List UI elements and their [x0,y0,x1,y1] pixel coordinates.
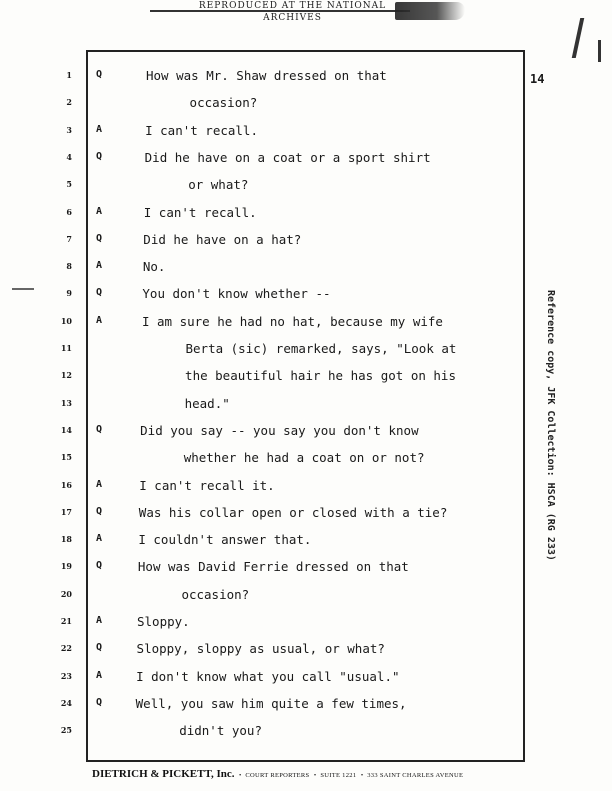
line-number: 8 [66,261,72,272]
page-number: 14 [530,72,545,86]
line-number: 9 [66,288,72,299]
speaker-label: Q [96,150,103,162]
line-number: 18 [60,534,72,545]
line-number: 13 [60,397,72,408]
transcript-line [0,423,530,443]
speaker-label: Q [96,505,103,517]
transcript-line [0,177,530,197]
line-text: How was David Ferrie dressed on that [137,559,409,575]
line-text: didn't you? [179,723,262,739]
speaker-label: Q [96,287,103,299]
transcript-line [0,532,530,552]
line-text: Berta (sic) remarked, says, "Look at [185,341,457,356]
line-number: 25 [60,725,72,736]
line-number: 12 [60,370,72,381]
footer-address: 333 SAINT CHARLES AVENUE [367,772,464,779]
line-text: I can't recall. [145,122,258,138]
transcript-line [0,341,530,361]
line-number: 17 [60,506,72,517]
transcript-line [0,559,530,579]
speaker-label: Q [96,423,103,435]
transcript-line [0,587,530,607]
line-text: No. [142,259,166,275]
footer-firm: DIETRICH & PICKETT, Inc. [92,768,235,780]
line-number: 10 [60,315,72,326]
speaker-label: A [96,314,103,326]
transcript-line [0,95,530,115]
speaker-label: A [96,669,103,681]
transcript-line [0,368,530,388]
line-text: How was Mr. Shaw dressed on that [146,68,387,83]
line-text: the beautiful hair he has got on his [185,368,456,384]
line-text: Did you say -- you say you don't know [140,422,419,438]
transcript-line [0,314,530,334]
line-number: 2 [66,97,72,108]
transcript-line [0,641,530,661]
line-text: I am sure he had no hat, because my wife [141,313,443,329]
speaker-label: Q [96,696,103,708]
speaker-label: Q [96,642,103,654]
footer-suite: SUITE 1221 [320,772,357,779]
line-text: Well, you saw him quite a few times, [135,695,407,711]
line-number: 3 [66,124,72,135]
speaker-label: Q [96,560,103,572]
line-number: 22 [60,643,72,654]
line-text: Sloppy, sloppy as usual, or what? [136,641,385,657]
speaker-label: A [96,260,103,272]
edge-mark-left [12,288,34,290]
transcript-line [0,396,530,416]
transcript-line [0,723,530,743]
line-number: 14 [60,424,72,435]
reference-side-note: Reference copy, JFK Collection: HSCA (RG 233) [545,290,556,561]
speaker-label: A [96,205,103,217]
line-number: 1 [66,70,72,80]
line-text: I couldn't answer that. [138,532,312,548]
speaker-label: A [96,615,103,626]
line-number: 11 [60,343,72,353]
speaker-label: A [96,123,103,135]
transcript-line [0,669,530,689]
archives-banner: REPRODUCED AT THE NATIONAL ARCHIVES [198,1,387,23]
line-text: Did he have on a hat? [143,231,302,247]
transcript-line [0,205,530,225]
transcript-line [0,478,530,498]
line-number: 4 [66,151,72,162]
line-text: Sloppy. [137,614,190,629]
line-text: occasion? [189,95,258,111]
transcript-line [0,150,530,170]
speaker-label: Q [96,232,103,244]
transcript-line [0,259,530,279]
header-smudge [395,2,465,20]
line-number: 16 [60,479,72,490]
line-text: or what? [188,177,249,193]
line-text: I can't recall it. [139,477,275,493]
speaker-label: A [96,533,103,545]
line-number: 21 [60,616,72,626]
transcript-line [0,232,530,252]
line-text: I don't know what you call "usual." [136,668,400,684]
transcript-line [0,696,530,716]
speaker-label: A [96,478,103,490]
line-number: 5 [66,179,72,190]
line-number: 23 [60,670,72,681]
transcript-line [0,505,530,525]
line-text: head." [184,395,230,411]
line-number: 7 [66,233,72,244]
footer: DIETRICH & PICKETT, Inc. • COURT REPORTERS • SUITE 1221 • 333 SAINT CHARLES AVENUE [92,768,464,780]
speaker-label: Q [96,69,103,80]
line-number: 19 [60,561,72,572]
line-number: 15 [60,452,72,463]
edge-mark-right-2 [598,40,601,62]
line-text: You don't know whether -- [142,286,331,302]
transcript-line [0,614,530,634]
line-number: 24 [60,697,72,708]
transcript-line [0,68,530,88]
transcript-line [0,286,530,306]
line-text: I can't recall. [143,204,257,220]
line-number: 6 [66,206,72,217]
line-text: whether he had a coat on or not? [183,450,425,466]
edge-mark-right [572,18,585,58]
line-text: Did he have on a coat or a sport shirt [144,149,431,165]
transcript-line [0,450,530,470]
line-text: Was his collar open or closed with a tie? [138,504,448,520]
footer-role: COURT REPORTERS [245,772,310,779]
line-number: 20 [60,588,72,599]
transcript-line [0,123,530,143]
line-text: occasion? [181,586,250,602]
